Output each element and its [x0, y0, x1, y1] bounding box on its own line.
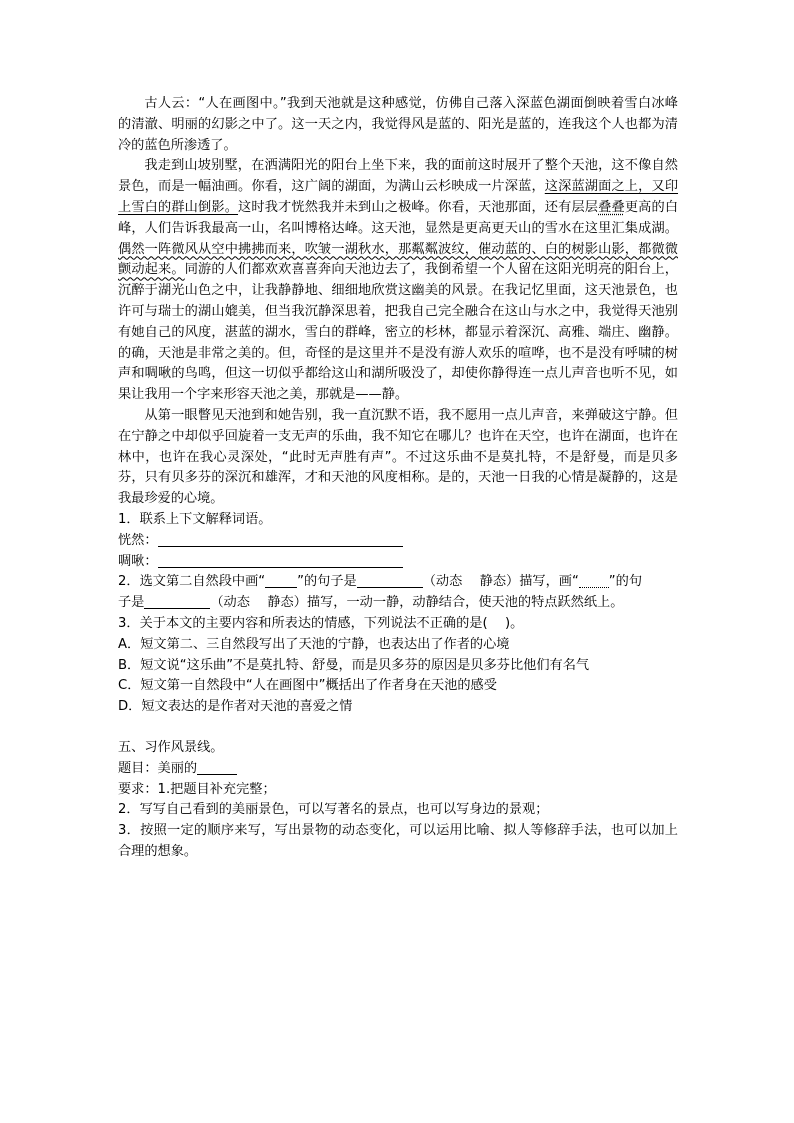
passage-paragraph-3: 从第一眼瞥见天池到和她告别，我一直沉默不语，我不愿用一点儿声音，来弹破这宁静。但在宁静之中却似乎回旋着一支无声的乐曲，我不知它在哪儿？也许在天空，也许在湖面，也许在林中，也许在我心灵深处，“此时无声胜有声”。不过这乐曲不是莫扎特，不是舒曼，而是贝多芬，只有贝多芬的深沉和雄浑，才和天池的风度相称。是的，天池一日我的心情是凝静的，这是我最珍爱的心境。: [118, 407, 678, 507]
p2-text-a: 我走到山坡别墅，在洒满阳光的阳台上坐下来，我的面前这时展开了整个天池，这不像自然景色，而是一幅油画。你看，这广阔的湖面，为满山云杉映成一片深蓝，: [118, 158, 678, 195]
p2-dotted-word: 叠叠: [598, 199, 625, 215]
q2-text-b: ”的句子是: [297, 574, 357, 590]
option-a[interactable]: A．短文第二、三自然段写出了天池的宁静，也表达出了作者的心境: [118, 636, 510, 652]
wavy-underline-sample: [579, 573, 609, 588]
word-label-zhoujiu: 啁啾：: [118, 553, 158, 569]
p2-underlined-static-sentence: 这深蓝湖面之上，又印上雪白的群山倒影。: [118, 179, 679, 215]
passage-paragraph-1: 古人云：“人在画图中。”我到天池就是这种感觉，仿佛自己落入深蓝色湖面倒映着雪白冰峰的清澈、明丽的幻影之中了。这一天之内，我觉得风是蓝的、阳光是蓝的，连我这个人也都为清冷的蓝色所渗透了。: [118, 96, 678, 153]
option-d[interactable]: D．短文表达的是作者对天池的喜爱之情: [118, 699, 353, 715]
option-c[interactable]: C．短文第一自然段中“人在画图中”概括出了作者身在天池的感受: [118, 678, 497, 694]
writing-requirement-2: 2．写写自己看到的美丽景色，可以写著名的景点，也可以写身边的景观；: [118, 802, 549, 818]
answer-blank-q2-2[interactable]: [144, 594, 210, 609]
question-2-line-2: [118, 593, 678, 614]
q2-text-f: （动态 静态）描写，一动一静，动静结合，使天池的特点跃然纸上。: [210, 595, 624, 611]
word-label-huangran: 恍然：: [118, 532, 158, 548]
straight-underline-sample: [265, 573, 297, 588]
q2-text-e: 子是: [118, 595, 145, 611]
word-item-zhoujiu: [118, 552, 678, 573]
option-b[interactable]: B．短文说“这乐曲”不是莫扎特、舒曼，而是贝多芬的原因是贝多芬比他们有名气: [118, 657, 590, 673]
writing-requirement-1: 要求：1.把题目补充完整；: [118, 781, 276, 797]
answer-blank-q2-1[interactable]: [357, 573, 423, 588]
p2-text-c: 这时我才恍然我并未到山之极峰。你看，天池那面，还有层层: [238, 199, 599, 215]
writing-heading: 五、习作风景线。: [118, 739, 224, 755]
p2-wavy-dynamic-sentence: 偶然一阵微风从空中拂拂而来，吹皱一湖秋水，那粼粼波纹，催动蓝的、白的树影山影，都微微颤动起来。: [118, 241, 678, 278]
word-item-huangran: [118, 531, 678, 552]
question-2-line-1: [118, 572, 678, 593]
question-1: 1．联系上下文解释词语。: [118, 511, 272, 527]
writing-title-blank[interactable]: [197, 760, 237, 775]
writing-title-label: 题目：美丽的: [118, 760, 198, 776]
q2-text-c: （动态 静态）描写，画“: [422, 574, 579, 590]
section-spacer: [118, 718, 678, 738]
q2-text-d: ”的句: [608, 574, 643, 590]
q2-text-a: 2．选文第二自然段中画“: [118, 574, 266, 590]
p2-text-e: 更高的白峰，人们告诉我最高一山，名叫博格达峰。这天池，显然是更高更天山的雪水在这里汇集成湖。: [118, 199, 679, 236]
writing-requirement-3: 3．按照一定的顺序来写，写出景物的动态变化，可以运用比喻、拟人等修辞手法，也可以加上合理的想象。: [118, 823, 678, 859]
writing-title-line: [118, 759, 678, 780]
passage-paragraph-2: [118, 156, 678, 406]
worksheet: [118, 94, 678, 863]
question-3: 3．关于本文的主要内容和所表达的情感，下列说法不正确的是( )。: [118, 615, 524, 631]
answer-blank-zhoujiu[interactable]: [158, 553, 403, 568]
p2-text-g: 同游的人们都欢欢喜喜奔向天池边去了，我倒希望一个人留在这阳光明亮的阳台上，沉醉于湖光山色之中，让我静静地、细细地欣赏这幽美的风景。在我记忆里面，这天池景色，也许可与瑞士的湖山媲美，但当我沉静深思着，把我自己完全融合在这山与水之中，我觉得天池别有她自己的风度，湛蓝的湖水，雪白的群峰，密立的杉林，都显示着深沉、高雅、端庄、幽静。的确，天池是非常之美的。但，奇怪的是这里并不是没有游人欢乐的喧哗，也不是没有呼啸的树声和啁啾的鸟鸣，但这一切似乎都给这山和湖所吸没了，却使你静得连一点儿声音也听不见，如果让我用一个字来形容天池之美，那就是——静。: [118, 262, 678, 403]
answer-blank-huangran[interactable]: [158, 532, 403, 547]
